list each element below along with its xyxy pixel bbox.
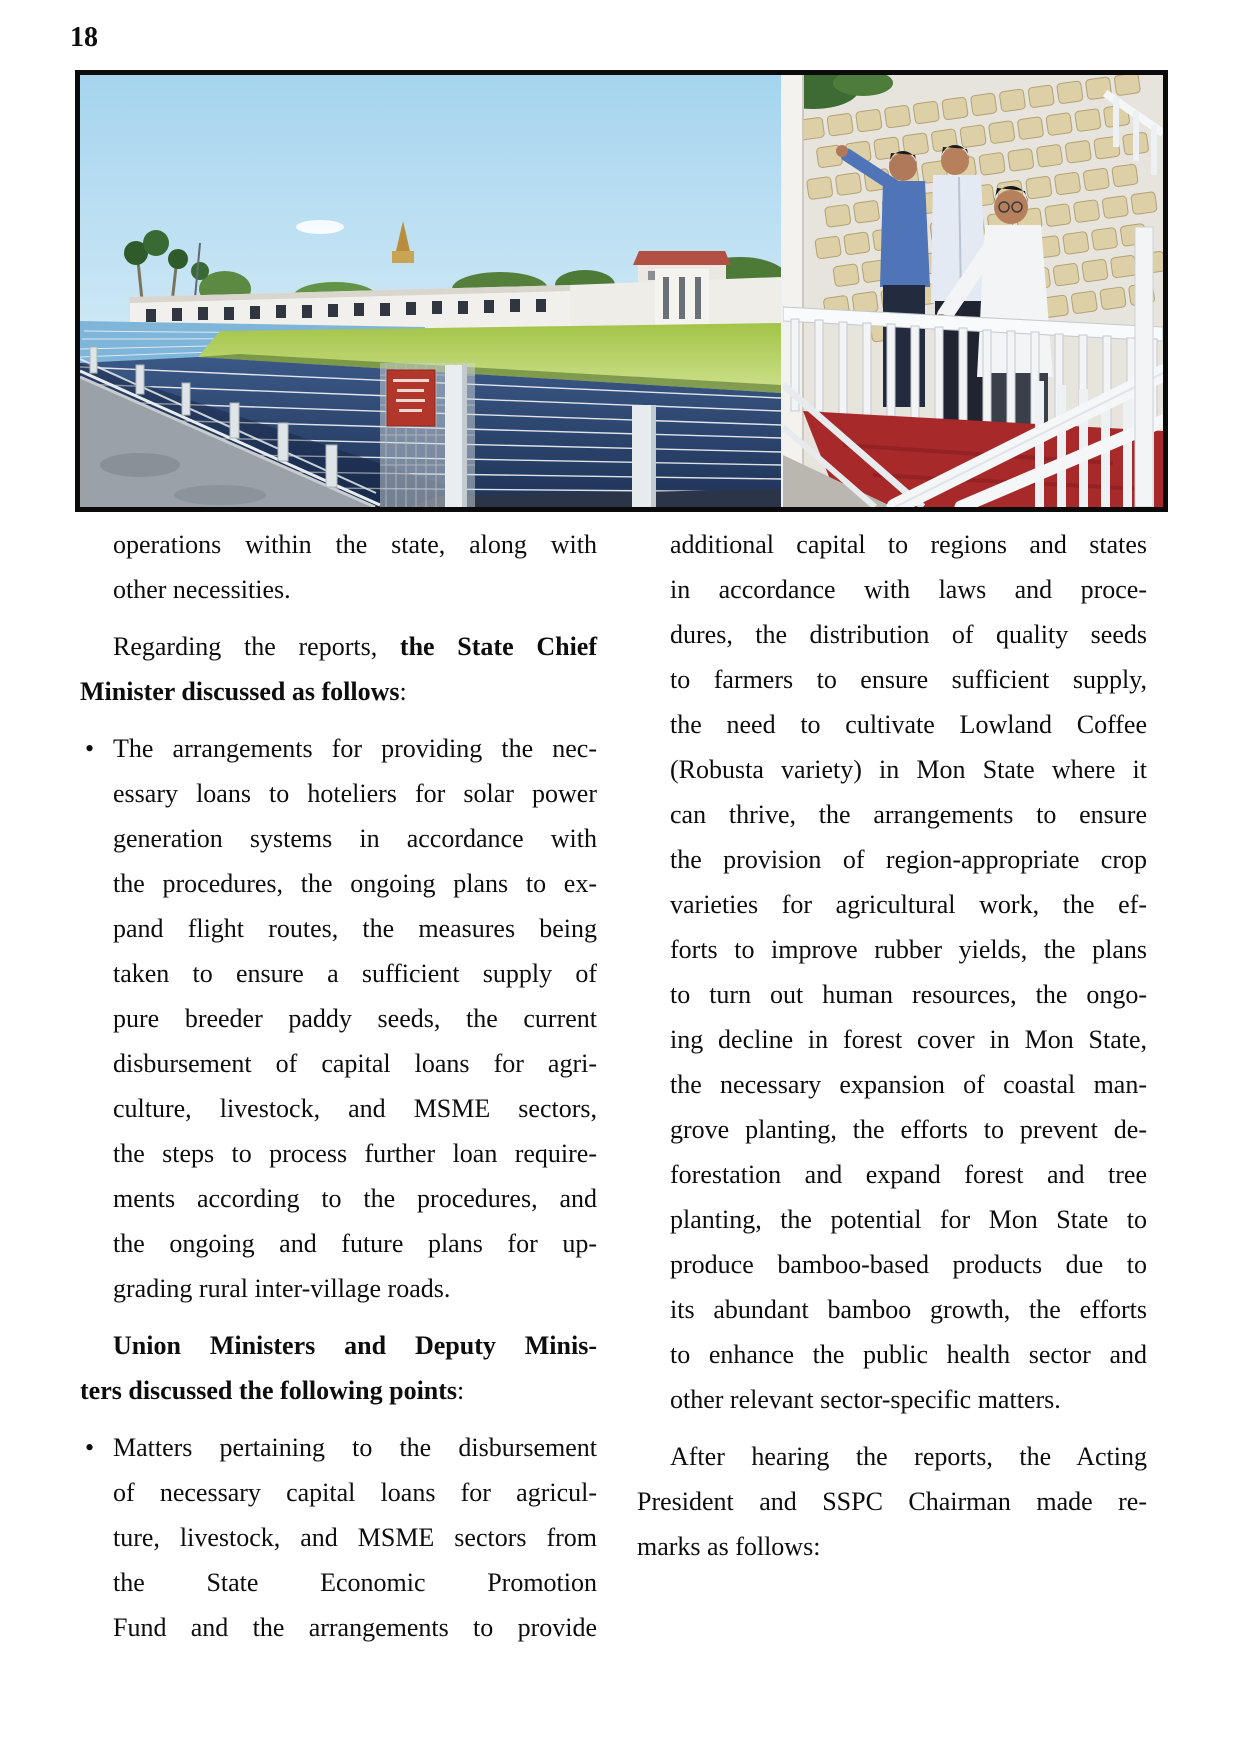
page-number: 18 — [70, 22, 98, 53]
text-line: to turn out human resources, the ongo- — [670, 980, 1147, 1009]
text-line: Matters pertaining to the disbursement — [113, 1433, 597, 1462]
corner-post — [1135, 227, 1153, 507]
text-line: disbursement of capital loans for agri- — [113, 1049, 597, 1078]
bullet-item — [85, 726, 597, 1311]
text-line: Minister discussed as follows: — [80, 677, 407, 706]
text-line: the ongoing and future plans for up- — [113, 1229, 597, 1258]
text-line: (Robusta variety) in Mon State where it — [670, 755, 1147, 784]
red-sign — [387, 370, 435, 426]
text-line: additional capital to regions and states — [670, 530, 1147, 559]
left-text-column — [80, 522, 597, 1650]
text-line: the need to cultivate Lowland Coffee — [670, 710, 1147, 739]
text-line: planting, the potential for Mon State to — [670, 1205, 1147, 1234]
text-line: marks as follows: — [637, 1532, 821, 1561]
text-line: Union Ministers and Deputy Minis- — [113, 1331, 597, 1360]
text-line: of necessary capital loans for agricul- — [113, 1478, 597, 1507]
text-line: in accordance with laws and proce- — [670, 575, 1147, 604]
text-line: ments according to the procedures, and — [113, 1184, 597, 1213]
text-line: pure breeder paddy seeds, the current — [113, 1004, 597, 1033]
paragraph — [80, 624, 597, 714]
text-line: grove planting, the efforts to prevent de- — [670, 1115, 1147, 1144]
text-line: the procedures, the ongoing plans to ex- — [113, 869, 597, 898]
paragraph — [670, 522, 1147, 1422]
text-line: other necessities. — [113, 575, 291, 604]
text-line: generation systems in accordance with — [113, 824, 597, 853]
paragraph — [80, 1323, 597, 1413]
text-line: produce bamboo-based products due to — [670, 1250, 1147, 1279]
text-line: the steps to process further loan require- — [113, 1139, 597, 1168]
text-line: operations within the state, along with — [113, 530, 597, 559]
text-line: After hearing the reports, the Acting — [670, 1442, 1147, 1471]
officials-grandstand-photo — [783, 75, 1163, 507]
text-line: the State Economic Promotion — [113, 1568, 597, 1597]
text-line: essary loans to hoteliers for solar power — [113, 779, 597, 808]
stadium-track-photo — [80, 75, 781, 507]
bullet-item — [85, 1425, 597, 1650]
text-line: to enhance the public health sector and — [670, 1340, 1147, 1369]
text-line: taken to ensure a sufficient supply of — [113, 959, 597, 988]
text-line: varieties for agricultural work, the ef- — [670, 890, 1147, 919]
text-line: The arrangements for providing the nec- — [113, 734, 597, 763]
text-line: culture, livestock, and MSME sectors, — [113, 1094, 597, 1123]
paragraph — [113, 522, 597, 612]
text-line: Fund and the arrangements to provide — [113, 1613, 597, 1642]
text-line: ture, livestock, and MSME sectors from — [113, 1523, 597, 1552]
text-line: other relevant sector-specific matters. — [670, 1385, 1061, 1414]
text-line: grading rural inter-village roads. — [113, 1274, 451, 1303]
text-line: Regarding the reports, the State Chief — [113, 632, 597, 661]
text-line: can thrive, the arrangements to ensure — [670, 800, 1147, 829]
cloud — [296, 220, 344, 234]
text-line: ters discussed the following points: — [80, 1376, 465, 1405]
bullet-marker: • — [85, 734, 95, 763]
right-text-column — [637, 522, 1147, 1569]
text-line: its abundant bamboo growth, the efforts — [670, 1295, 1147, 1324]
text-line: forestation and expand forest and tree — [670, 1160, 1147, 1189]
text-line: ing decline in forest cover in Mon State, — [670, 1025, 1147, 1054]
text-line: the provision of region-appropriate crop — [670, 845, 1147, 874]
text-line: dures, the distribution of quality seeds — [670, 620, 1147, 649]
text-line: the necessary expansion of coastal man- — [670, 1070, 1147, 1099]
text-line: President and SSPC Chairman made re- — [637, 1487, 1147, 1516]
text-line: forts to improve rubber yields, the plans — [670, 935, 1147, 964]
paragraph — [637, 1434, 1147, 1569]
text-line: to farmers to ensure sufficient supply, — [670, 665, 1147, 694]
text-line: pand flight routes, the measures being — [113, 914, 597, 943]
photo-strip — [75, 70, 1168, 512]
bullet-marker: • — [85, 1433, 95, 1462]
